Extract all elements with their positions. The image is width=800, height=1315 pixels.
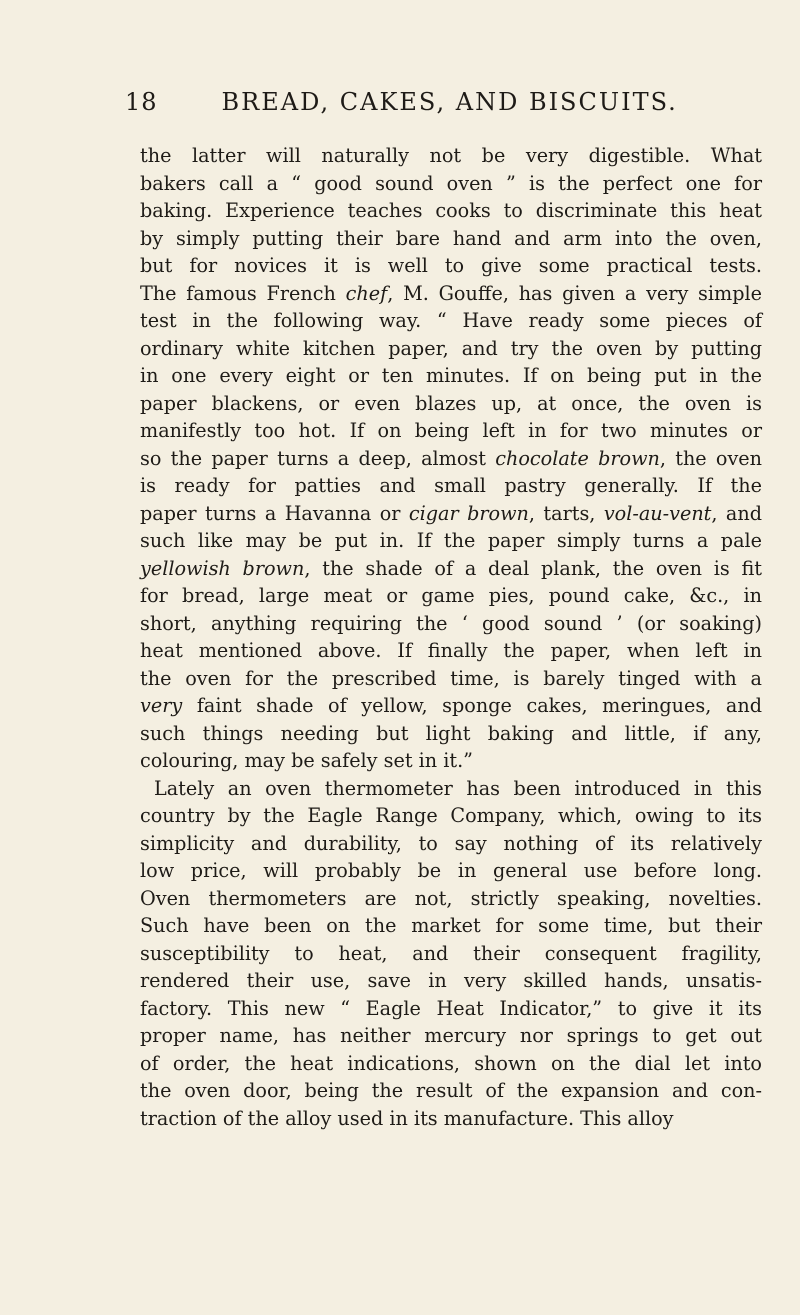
text-line: such like may be put in. If the paper simply turns a pale bbox=[140, 529, 762, 552]
text-line: is ready for patties and small pastry generally. If the bbox=[140, 474, 762, 497]
paragraph-1 bbox=[140, 142, 762, 775]
italic-text: yellowish brown bbox=[140, 556, 305, 580]
text-line: factory. This new “ Eagle Heat Indicator,” to give it its bbox=[140, 996, 762, 1020]
paragraph-2 bbox=[140, 775, 762, 1133]
text-line: colouring, may be safely set in it.” bbox=[140, 749, 473, 772]
text-line: heat mentioned above. If finally the paper, when left in bbox=[140, 639, 762, 662]
body-text bbox=[140, 142, 762, 1132]
italic-text: chocolate brown bbox=[495, 446, 660, 470]
text-line: proper name, has neither mercury nor springs to get out bbox=[140, 1024, 762, 1047]
text-line: paper turns a Havanna or cigar brown, tarts, vol-au-vent, and bbox=[140, 501, 762, 525]
text-line: test in the following way. “ Have ready some pieces of bbox=[140, 309, 762, 332]
text-line: Oven thermometers are not, strictly speaking, novelties. bbox=[140, 886, 762, 910]
text-line: short, anything requiring the ‘ good sound ’ (or soaking) bbox=[140, 611, 762, 635]
text-line: country by the Eagle Range Company, which, owing to its bbox=[140, 804, 762, 827]
text-line: bakers call a “ good sound oven ” is the perfect one for bbox=[140, 171, 762, 195]
text-line: the oven for the prescribed time, is barely tinged with a bbox=[140, 666, 762, 690]
text-line: very faint shade of yellow, sponge cakes, meringues, and bbox=[140, 694, 762, 717]
page-header bbox=[125, 88, 755, 116]
text-line: the latter will naturally not be very digestible. What bbox=[140, 144, 762, 167]
text-line: of order, the heat indications, shown on the dial let into bbox=[140, 1051, 762, 1075]
text-line: in one every eight or ten minutes. If on being put in the bbox=[140, 364, 762, 387]
text-line: yellowish brown, the shade of a deal plank, the oven is fit bbox=[140, 556, 762, 580]
text-line: the oven door, being the result of the expansion and con- bbox=[140, 1079, 762, 1102]
text-line: such things needing but light baking and little, if any, bbox=[140, 721, 762, 745]
page-number: 18 bbox=[125, 88, 158, 116]
text-line: ordinary white kitchen paper, and try the oven by putting bbox=[140, 336, 762, 360]
italic-text: vol-au-vent bbox=[603, 501, 712, 525]
text-line: simplicity and durability, to say nothing of its relatively bbox=[140, 831, 762, 855]
text-line: traction of the alloy used in its manufacture. This alloy bbox=[140, 1106, 674, 1130]
text-line: by simply putting their bare hand and arm into the oven, bbox=[140, 226, 762, 250]
text-line: low price, will probably be in general use before long. bbox=[140, 859, 762, 882]
italic-text: cigar brown bbox=[408, 501, 529, 525]
text-line: for bread, large meat or game pies, pound cake, &c., in bbox=[140, 584, 762, 607]
text-line: Such have been on the market for some time, but their bbox=[140, 914, 762, 937]
text-line: so the paper turns a deep, almost chocolate brown, the oven bbox=[140, 446, 763, 470]
text-line: rendered their use, save in very skilled hands, unsatis- bbox=[140, 969, 762, 992]
running-title: BREAD, CAKES, AND BISCUITS. bbox=[221, 88, 678, 116]
text-line: susceptibility to heat, and their consequent fragility, bbox=[140, 941, 762, 965]
text-line: Lately an oven thermometer has been introduced in this bbox=[154, 776, 762, 800]
italic-text: chef bbox=[345, 281, 388, 305]
text-line: but for novices it is well to give some practical tests. bbox=[140, 254, 762, 277]
text-line: paper blackens, or even blazes up, at once, the oven is bbox=[140, 391, 762, 415]
text-line: The famous French chef, M. Gouffe, has given a very simple bbox=[140, 281, 763, 305]
text-line: manifestly too hot. If on being left in for two minutes or bbox=[140, 419, 762, 442]
italic-text: very bbox=[140, 694, 183, 717]
text-line: baking. Experience teaches cooks to discriminate this heat bbox=[140, 199, 762, 222]
